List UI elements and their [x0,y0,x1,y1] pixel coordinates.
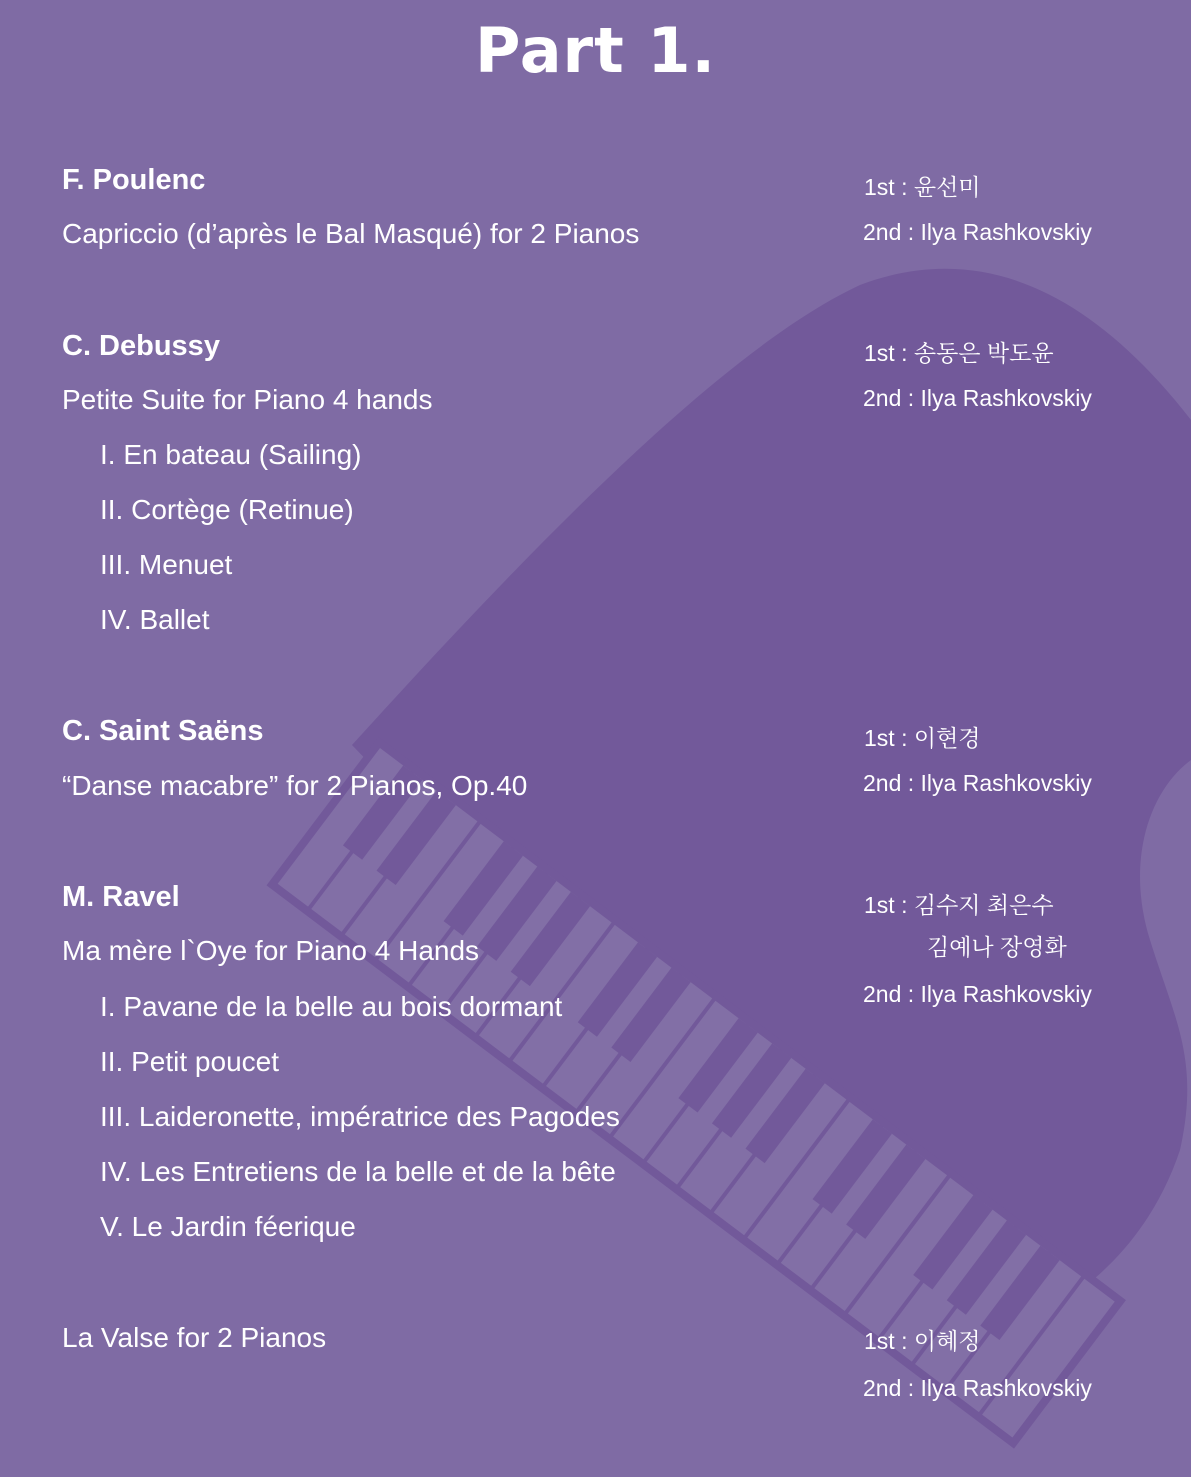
movement-item: IV. Ballet [100,604,210,635]
second-piano-performer: 2nd : Ilya Rashkovskiy [863,981,1092,1007]
first-piano-performer: 1st : 송동은 박도윤 [864,340,1054,366]
work-title: La Valse for 2 Pianos [62,1322,327,1353]
work-title: Petite Suite for Piano 4 hands [62,384,433,415]
second-piano-performer: 2nd : Ilya Rashkovskiy [863,770,1092,796]
movement-item: I. En bateau (Sailing) [100,439,362,470]
first-piano-performer: 1st : 이현경 [864,725,981,751]
work-title: “Danse macabre” for 2 Pianos, Op.40 [62,770,528,801]
second-piano-performer: 2nd : Ilya Rashkovskiy [863,219,1092,245]
movement-item: III. Laideronette, impératrice des Pagodes [100,1101,620,1132]
first-piano-performer-extra: 김예나 장영화 [927,934,1067,960]
composer-name: M. Ravel [62,881,180,913]
movement-item: I. Pavane de la belle au bois dormant [100,991,563,1022]
movement-item: III. Menuet [100,549,233,580]
first-piano-performer: 1st : 이혜정 [864,1328,981,1354]
first-piano-performer: 1st : 윤선미 [864,174,981,200]
movement-item: II. Petit poucet [100,1046,279,1077]
second-piano-performer: 2nd : Ilya Rashkovskiy [863,385,1092,411]
movement-item: IV. Les Entretiens de la belle et de la bête [100,1156,616,1187]
first-piano-performer: 1st : 김수지 최은수 [864,892,1054,918]
composer-name: C. Debussy [62,330,220,362]
work-title: Ma mère l`Oye for Piano 4 Hands [62,935,480,966]
movement-item: II. Cortège (Retinue) [100,494,354,525]
page-title: Part 1. [474,14,717,87]
second-piano-performer: 2nd : Ilya Rashkovskiy [863,1375,1092,1401]
movement-item: V. Le Jardin féerique [100,1211,356,1242]
work-title: Capriccio (d’après le Bal Masqué) for 2 Pianos [62,218,640,249]
composer-name: F. Poulenc [62,164,206,196]
composer-name: C. Saint Saëns [62,715,264,747]
